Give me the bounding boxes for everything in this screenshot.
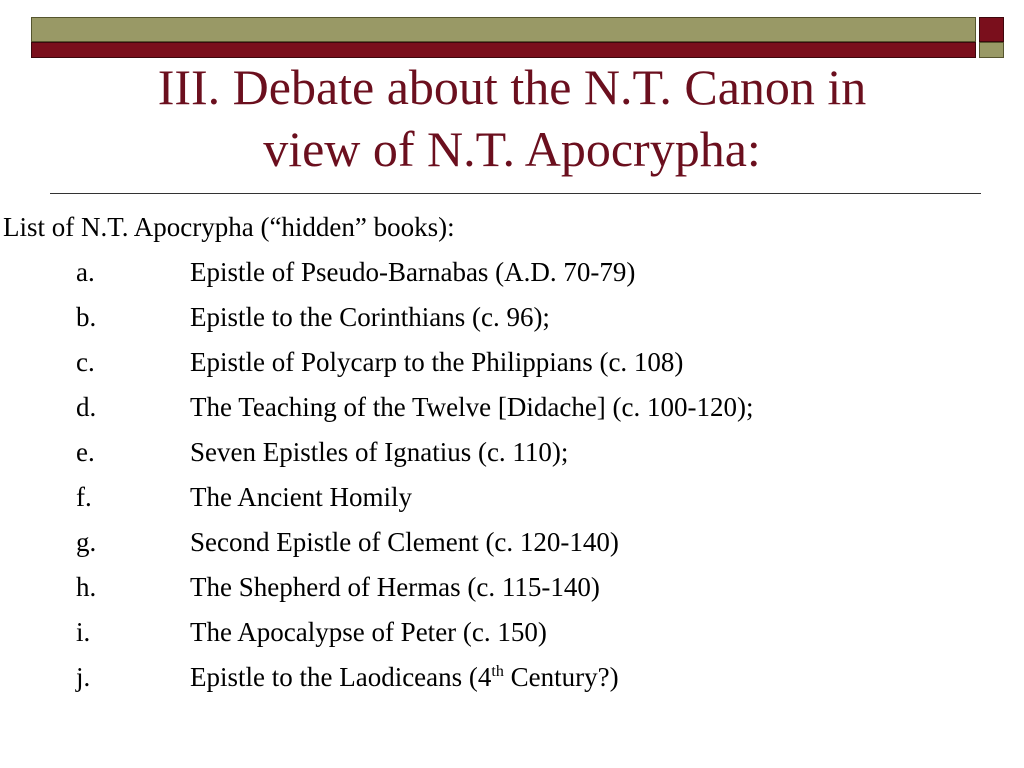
list-item-letter: c. xyxy=(76,347,95,377)
list-item-letter: g. xyxy=(76,527,97,557)
list-item-letter: i. xyxy=(76,617,91,647)
list-item-text xyxy=(190,659,619,695)
list-item-letter: h. xyxy=(76,572,97,602)
list-item-text-before: Epistle to the Laodiceans (4 xyxy=(190,662,492,692)
list-item-text: Epistle to the Corinthians (c. 96); xyxy=(190,302,550,332)
list-item-text-after: Century?) xyxy=(503,662,619,692)
list-item-text: The Teaching of the Twelve [Didache] (c. 100-120); xyxy=(190,392,754,422)
list-item-letter: j. xyxy=(76,662,91,692)
slide-title xyxy=(40,56,984,180)
list-item-text: The Shepherd of Hermas (c. 115-140) xyxy=(190,572,600,602)
list-item-letter: e. xyxy=(76,437,95,467)
list-item-letter: b. xyxy=(76,302,97,332)
title-divider xyxy=(50,193,981,194)
header-square-maroon xyxy=(979,17,1004,42)
list-intro: List of N.T. Apocrypha (“hidden” books): xyxy=(3,212,455,242)
list-item-text: Second Epistle of Clement (c. 120-140) xyxy=(190,527,619,557)
list-item-text: Epistle of Pseudo-Barnabas (A.D. 70-79) xyxy=(190,257,636,287)
list-item-letter: a. xyxy=(76,257,95,287)
slide-title-line1: III. Debate about the N.T. Canon in xyxy=(157,59,867,115)
slide-title-line2: view of N.T. Apocrypha: xyxy=(263,121,761,177)
list-item-text: The Ancient Homily xyxy=(190,482,412,512)
list-item-text: Seven Epistles of Ignatius (c. 110); xyxy=(190,437,569,467)
list-item-text: Epistle of Polycarp to the Philippians (c. 108) xyxy=(190,347,684,377)
list-item-letter: f. xyxy=(76,482,92,512)
ordinal-superscript: th xyxy=(491,663,504,680)
list-item-letter: d. xyxy=(76,392,97,422)
header-bar-olive xyxy=(31,17,976,42)
list-item-text: The Apocalypse of Peter (c. 150) xyxy=(190,617,547,647)
